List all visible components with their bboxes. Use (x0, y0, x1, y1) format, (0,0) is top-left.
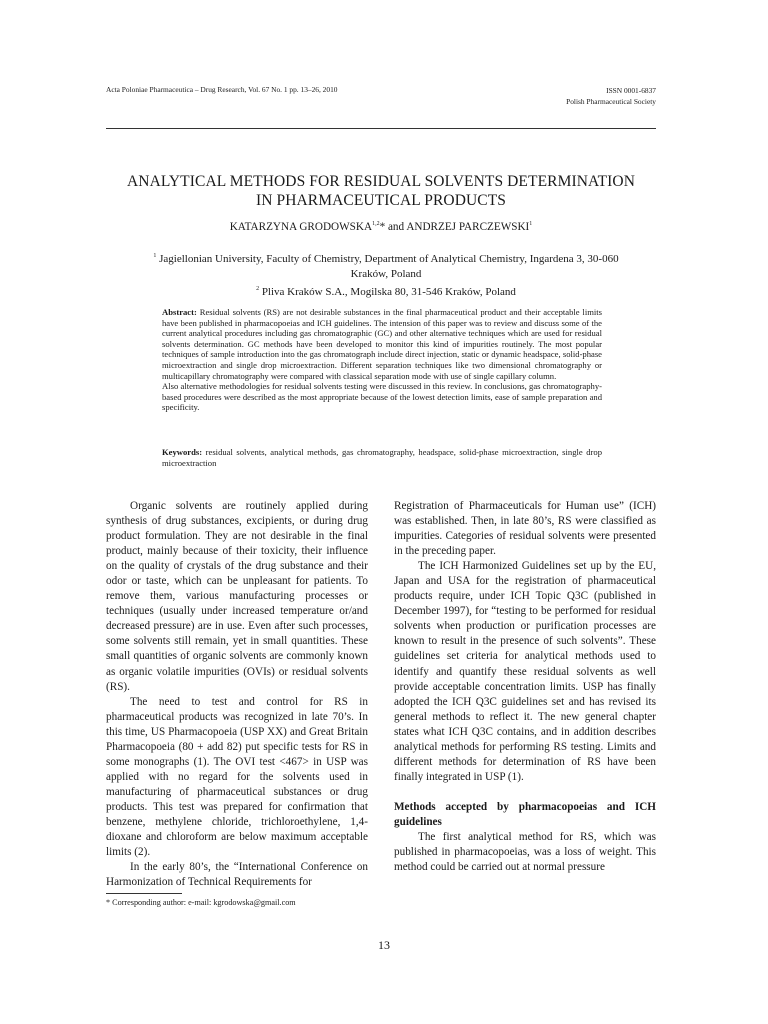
title-line-1: ANALYTICAL METHODS FOR RESIDUAL SOLVENTS DETERMINATION (126, 173, 636, 190)
affiliation-1 (116, 249, 656, 267)
footnote-rule (106, 893, 182, 894)
affiliations (116, 249, 656, 300)
author-2-affiliation-mark: 1 (529, 221, 533, 227)
abstract (162, 307, 602, 413)
abstract-label: Abstract: (162, 307, 197, 317)
corresponding-mark: * (379, 221, 386, 233)
affiliation-2-mark: 2 (256, 286, 260, 292)
keywords (162, 447, 602, 468)
abstract-paragraph-1 (162, 307, 602, 381)
body-column-right (394, 499, 656, 875)
affiliation-2-text: Pliva Kraków S.A., Mogilska 80, 31-546 Kraków, Poland (261, 286, 516, 298)
author-1-affiliation-mark: 1,2 (372, 221, 380, 227)
keywords-text: residual solvents, analytical methods, gas chromatography, headspace, solid-phase microextraction, single drop microextraction (162, 447, 603, 468)
affiliation-1-mark: 1 (153, 253, 157, 259)
issn: ISSN 0001-6837 (606, 86, 656, 95)
body-paragraph: The first analytical method for RS, which was published in pharmacopoeias, was a loss of weight. This method could be carried out at normal pressure (394, 830, 656, 874)
body-paragraph: Organic solvents are routinely applied during synthesis of drug substances, excipients, or during drug product formulation. They are not desirable in the final product, mainly because of their toxicity, their influence on the quality of crystals of the drug substance and their odor or taste, which can be unpleasant for patients. To remove them, various manufacturing processes or techniques (usually under increased temperature or/and decreased pressure) are in use. Even after such processes, some solvents still remain, yet in small quantities. These small quantities of organic solvents are commonly known as organic volatile impurities (OVIs) or residual solvents (RS). (106, 500, 368, 693)
abstract-text-1: Residual solvents (RS) are not desirable substances in the final pharmaceutical product and their acceptable limits have been published in pharmacopoeias and ICH guidelines. The intension of this paper was to review and discuss some of the current analytical procedures including gas chromatographic (GC) and other alternative techniques which are used for residual solvents determination. GC methods have been developed to monitor this kind of impurities routinely. The most popular techniques of sample introduction into the gas chromatograph include direct injection, static or dynamic headspace, solid-phase microextraction and single drop microextraction. Different separation techniques like two dimensional chromatography or multicapillary chromatography were compared with classical separation mode with use of single capillary column. (162, 307, 603, 381)
keywords-label: Keywords: (162, 447, 203, 457)
body-paragraph: The ICH Harmonized Guidelines set up by the EU, Japan and USA for the registration of pharmaceutical products require, under ICH Topic Q3C (published in December 1997), for “testing to be performed for residual solvents when production or purification processes are known to result in the presence of such solvents”. These guidelines set criteria for analytical methods used to identify and quantify these residual solvents as well provide acceptable concentration limits. USP has finally adopted the ICH Q3C guidelines set and has revised its general methods to reflect it. The new general chapter states what ICH Q3C contains, and in addition describes analytical methods for performing RS testing. Limits and different methods for determination of RS have been finally integrated in USP (1). (394, 560, 656, 783)
body-column-left (106, 499, 368, 890)
body-paragraph: The need to test and control for RS in pharmaceutical products was recognized in late 70’s. In this time, US Pharmacopoeia (USP XX) and Great Britain Pharmacopoeia (80 + add 82) put specific tests for RS in some monographs (1). The OVI test <467> in USP was applied with no regard for the solvents used in manufacturing of pharmaceutical substances or drug products. This test was prepared for confirmation that benzene, methylene chloride, trichloroethylene, 1,4-dioxane and chloroform are below maximum acceptable limits (2). (106, 695, 368, 859)
authors (106, 221, 656, 233)
title-line-2: IN PHARMACEUTICAL PRODUCTS (255, 192, 507, 209)
author-2: ANDRZEJ PARCZEWSKI (406, 221, 530, 233)
affiliation-1-city: Kraków, Poland (350, 268, 422, 280)
section-heading: Methods accepted by pharmacopoeias and ICH guidelines (394, 800, 656, 828)
author-conjunction: and (385, 221, 407, 233)
society-name: Polish Pharmaceutical Society (566, 97, 656, 106)
article-title (106, 172, 656, 210)
footnote: * Corresponding author: e-mail: kgrodowska@gmail.com (106, 898, 296, 907)
body-paragraph: In the early 80’s, the “International Conference on Harmonization of Technical Requirements for (106, 861, 368, 889)
journal-meta (566, 85, 656, 107)
author-1: KATARZYNA GRODOWSKA (229, 221, 373, 233)
journal-citation: Acta Poloniae Pharmaceutica – Drug Research, Vol. 67 No. 1 pp. 13–26, 2010 (106, 85, 338, 94)
affiliation-1-text: Jagiellonian University, Faculty of Chemistry, Department of Analytical Chemistry, Ingardena 3, 30-060 (159, 253, 619, 265)
abstract-paragraph-2: Also alternative methodologies for residual solvents testing were discussed in this review. In conclusions, gas chromatography-based procedures were described as the most appropriate because of the lowest detection limits, ease of sample preparation and specificity. (162, 381, 602, 413)
page-number: 13 (378, 938, 390, 952)
header-rule (106, 128, 656, 129)
body-paragraph: Registration of Pharmaceuticals for Human use” (ICH) was established. Then, in late 80’s, RS were classified as impurities. Categories of residual solvents were presented in the preceding paper. (394, 500, 656, 558)
affiliation-2 (116, 282, 656, 300)
